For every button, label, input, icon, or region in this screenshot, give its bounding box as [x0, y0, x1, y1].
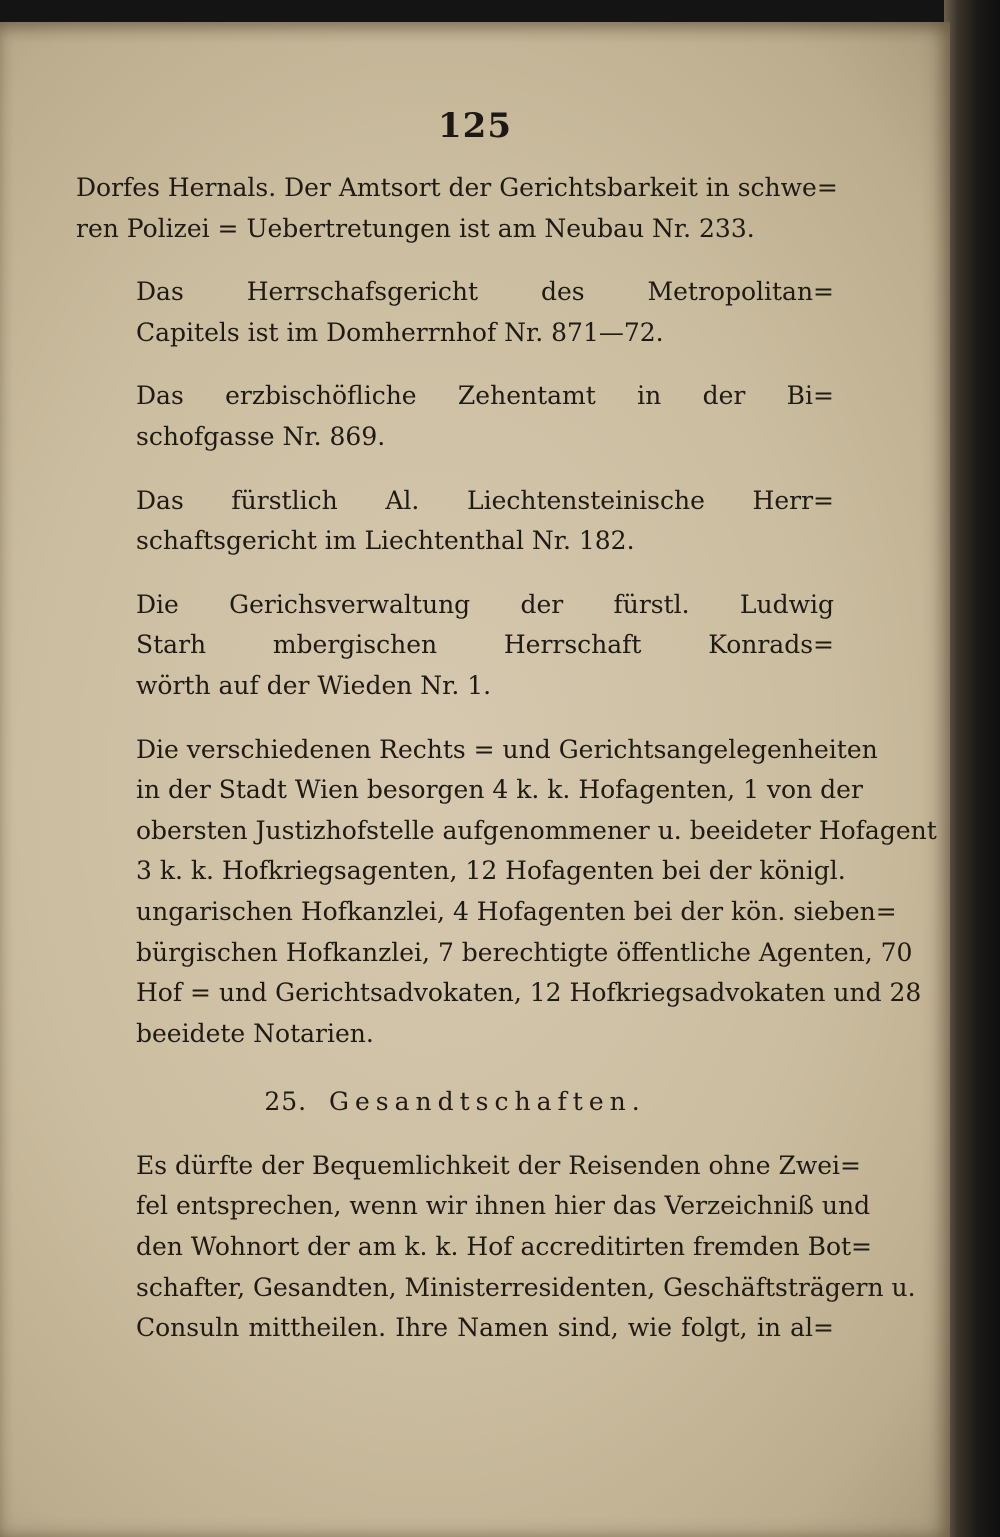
text-line: obersten Justizhofstelle aufgenommener u. beeideter Hofagent: [136, 815, 937, 845]
paragraph-gesandtschaften-intro: [76, 1146, 916, 1349]
text-line: Capitels ist im Domherrnhof Nr. 871—72.: [136, 317, 664, 347]
text-line: in der Stadt Wien besorgen 4 k. k. Hofagenten, 1 von der: [136, 775, 863, 805]
paragraph-zehentamt: [76, 376, 834, 457]
text-line: Das erzbischöfliche Zehentamt in der Bi=: [136, 381, 834, 411]
paragraph-agents: [76, 730, 937, 1055]
paragraph-dorfes-hernals: [76, 168, 838, 249]
text-line: schafter, Gesandten, Ministerresidenten, Geschäftsträgern u.: [136, 1272, 916, 1302]
book-page: [0, 22, 950, 1537]
text-line: Das fürstlich Al. Liechtensteinische Herr=: [136, 485, 834, 515]
section-heading: [76, 1082, 834, 1123]
text-line: ren Polizei = Uebertretungen ist am Neubau Nr. 233.: [76, 213, 755, 243]
text-line: Hof = und Gerichtsadvokaten, 12 Hofkriegsadvokaten und 28: [136, 978, 922, 1008]
text-line: beeidete Notarien.: [136, 1018, 374, 1048]
text-line: bürgischen Hofkanzlei, 7 berechtigte öffentliche Agenten, 70: [136, 937, 913, 967]
text-line: Starh mbergischen Herrschaft Konrads=: [136, 630, 834, 660]
text-line: Consuln mittheilen. Ihre Namen sind, wie folgt, in al=: [136, 1313, 834, 1343]
section-title: Gesandtschaften.: [329, 1087, 646, 1117]
text-line: Die Gerichsverwaltung der fürstl. Ludwig: [136, 589, 834, 619]
text-line: Es dürfte der Bequemlichkeit der Reisenden ohne Zwei=: [136, 1150, 861, 1180]
text-line: Dorfes Hernals. Der Amtsort der Gerichtsbarkeit in schwe=: [76, 173, 838, 202]
page-number: 125: [438, 106, 512, 146]
paragraph-starhemberg: [76, 585, 834, 707]
body-text: [76, 168, 937, 1372]
section-number: 25.: [264, 1087, 308, 1117]
text-line: schofgasse Nr. 869.: [136, 421, 386, 451]
text-line: ungarischen Hofkanzlei, 4 Hofagenten bei der kön. sieben=: [136, 896, 897, 926]
text-line: den Wohnort der am k. k. Hof accreditirten fremden Bot=: [136, 1232, 872, 1262]
text-line: schaftsgericht im Liechtenthal Nr. 182.: [136, 526, 635, 556]
text-line: wörth auf der Wieden Nr. 1.: [136, 670, 492, 700]
text-line: fel entsprechen, wenn wir ihnen hier das Verzeichniß und: [136, 1191, 871, 1221]
text-line: Die verschiedenen Rechts = und Gerichtsangelegenheiten: [136, 734, 878, 764]
paragraph-metropolitan-capitel: [76, 272, 834, 353]
paragraph-liechtenstein: [76, 481, 834, 562]
book-page-edge: [944, 0, 1000, 1537]
text-line: Das Herrschafsgericht des Metropolitan=: [136, 277, 834, 307]
text-line: 3 k. k. Hofkriegsagenten, 12 Hofagenten bei der königl.: [136, 856, 846, 886]
